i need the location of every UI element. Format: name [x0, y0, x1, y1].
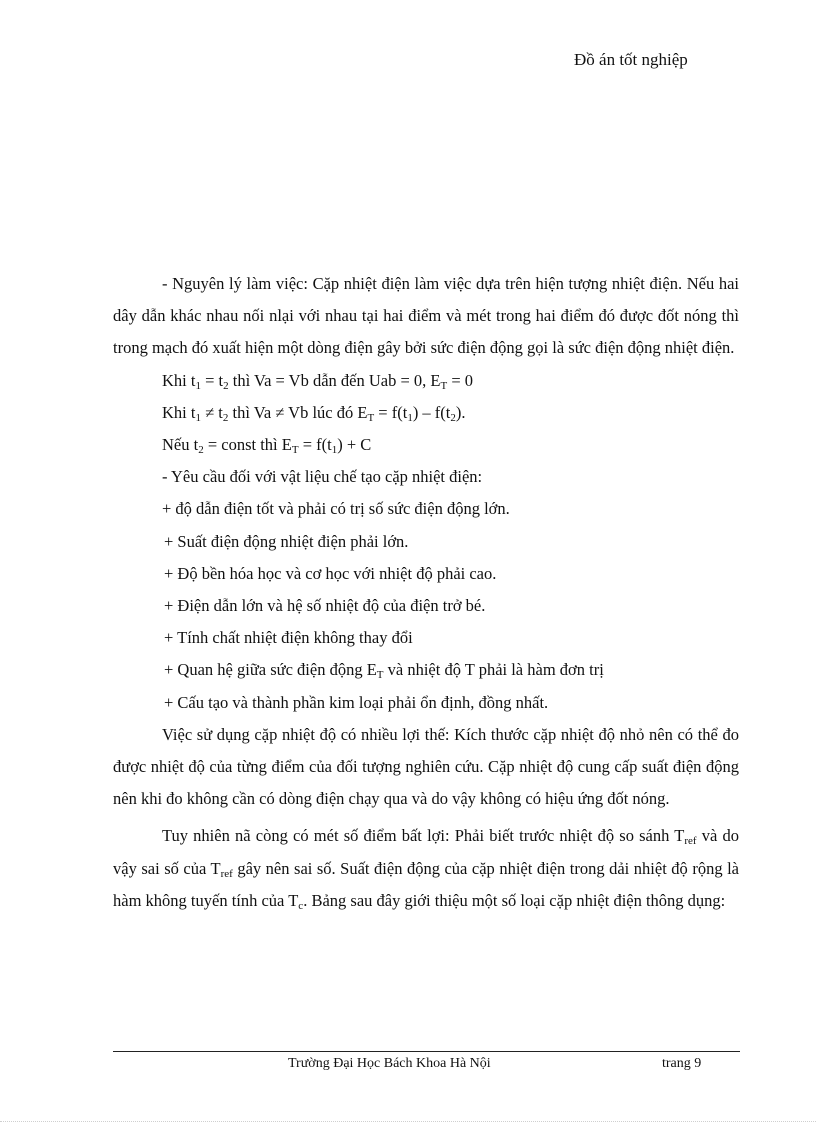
requirement-item: + Tính chất nhiệt điện không thay đổi [164, 628, 413, 648]
requirement-item: + Suất điện động nhiệt điện phải lớn. [164, 531, 409, 551]
paragraph-working-principle: - Nguyên lý làm việc: Cặp nhiệt điện làm việc dựa trên hiện tượng nhiệt điện. Nếu hai dây dẫn khác nhau nối nlại với nhau tại hai điểm và mét trong hai điểm đó được đốt nóng thì trong mạch đó xuất hiện một dòng điện gây bởi sức điện động gọi là sức điện động nhiệt điện. [113, 274, 739, 358]
formula-constant-reference: Nếu $t_2$ = const thì $E_T = f(t_1) + C$ [162, 435, 372, 457]
requirement-item: + Quan hệ giữa sức điện động $E_T$ và nhiệt độ T phải là hàm đơn trị [164, 660, 604, 682]
page-bottom-edge [0, 1121, 816, 1122]
document-body [113, 268, 739, 917]
footer-divider [113, 1051, 740, 1052]
requirement-item: + độ dẫn điện tốt và phải có trị số sức điện động lớn. [162, 499, 510, 519]
paragraph-disadvantages: Tuy nhiên nã còng có mét số điểm bất lợi: Phải biết trước nhiệt độ so sánh $T_{ref}$ và do vậy sai số của $T_{ref}$ gây nên sai số. Suất điện động của cặp nhiệt điện trong dải nhiệt độ rộng là hàm không tuyến tính của $T_c$. Bảng sau đây giới thiệu một số loại cặp nhiệt điện thông dụng: [113, 826, 739, 912]
requirements-heading: - Yêu cầu đối với vật liệu chế tạo cặp nhiệt điện: [162, 467, 483, 487]
footer-page-number: trang 9 [662, 1056, 702, 1071]
paragraph-advantages: Việc sử dụng cặp nhiệt độ có nhiều lợi thế: Kích thước cặp nhiệt độ nhỏ nên có thể đo được nhiệt độ của từng điểm của đối tượng nghiên cứu. Cặp nhiệt độ cung cấp suất điện động nên khi đo không cần có dòng điện chạy qua và do vậy không có hiệu ứng đốt nóng. [113, 724, 739, 809]
page-header-title: Đồ án tốt nghiệp [574, 50, 688, 69]
requirement-item: + Cấu tạo và thành phần kim loại phải ổn định, đồng nhất. [164, 692, 549, 712]
formula-equal-temperatures: Khi $t_1 = t_2$ thì Va = Vb dẫn đến Uab = 0, $E_T = 0$ [162, 370, 474, 392]
requirement-item: + Điện dẫn lớn và hệ số nhiệt độ của điện trở bé. [164, 596, 486, 616]
footer-school-name: Trường Đại Học Bách Khoa Hà Nội [288, 1056, 491, 1071]
requirement-item: + Độ bền hóa học và cơ học với nhiệt độ phải cao. [164, 563, 497, 583]
formula-different-temperatures: Khi $t_1 \ne t_2$ thì Va ≠ Vb lúc đó $E_T = f(t_1) - f(t_2)$. [162, 402, 466, 424]
